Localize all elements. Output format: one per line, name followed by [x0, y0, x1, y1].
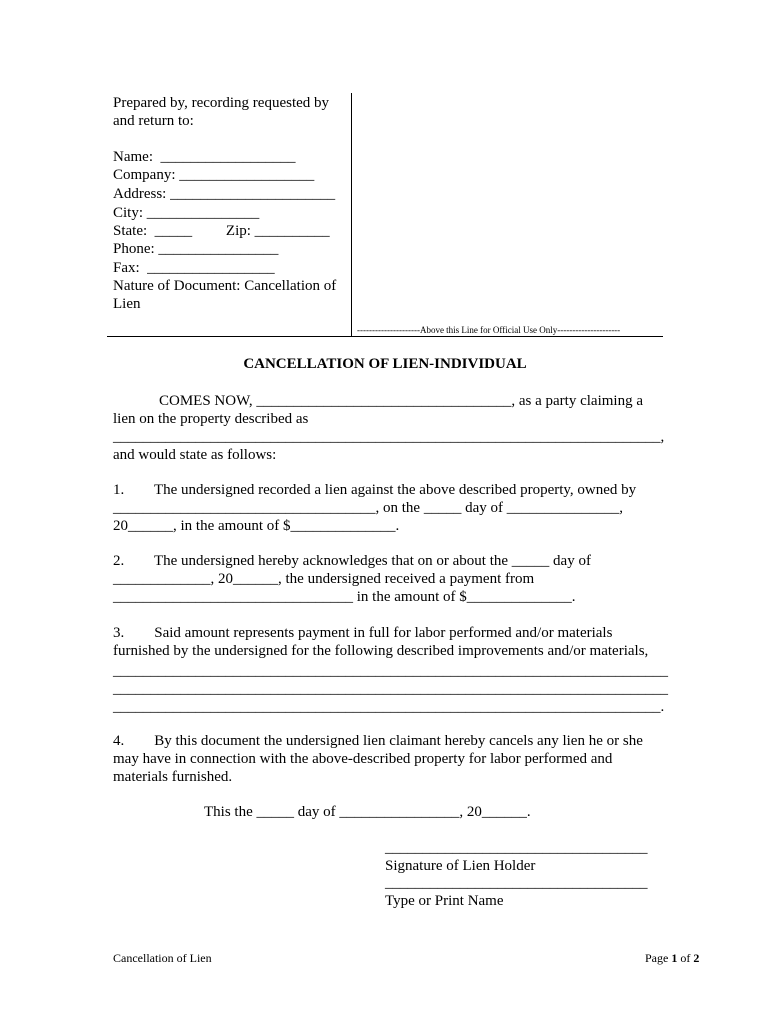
page-of: of	[677, 951, 694, 965]
paragraph-4-line-2: may have in connection with the above-described property for labor performed and	[113, 751, 613, 767]
comes-now-line: COMES NOW, __________________________________, as a party claiming a	[159, 393, 643, 409]
paragraph-3-blank-1: __________________________________________________________________________	[113, 663, 668, 679]
paragraph-4-line-3: materials furnished.	[113, 769, 233, 785]
footer-page-number	[645, 949, 699, 967]
property-described-line: lien on the property described as	[113, 411, 309, 427]
header-vertical-divider	[351, 93, 352, 337]
nature-of-document-line: Nature of Document: Cancellation of	[113, 278, 337, 294]
paragraph-1-line-1: 1. The undersigned recorded a lien against the above described property, owned by	[113, 482, 637, 498]
property-blank-line: _________________________________________________________________________,	[113, 429, 665, 445]
paragraph-2-line-1: 2. The undersigned hereby acknowledges that on or about the _____ day of	[113, 553, 591, 569]
header-horizontal-divider	[107, 336, 663, 337]
paragraph-2-line-2: _____________, 20______, the undersigned received a payment from	[113, 571, 535, 587]
page-current: 1	[671, 951, 678, 965]
name-label: Type or Print Name	[385, 893, 504, 909]
name-blank: ___________________________________	[385, 875, 648, 891]
paragraph-3-blank-3: _________________________________________________________________________.	[113, 699, 665, 715]
paragraph-1-line-2: ___________________________________, on the _____ day of _______________,	[113, 500, 623, 516]
paragraph-3-line-1: 3. Said amount represents payment in full for labor performed and/or materials	[113, 625, 613, 641]
state-as-follows-line: and would state as follows:	[113, 447, 277, 463]
phone-field: Phone: ________________	[113, 241, 279, 257]
signature-label: Signature of Lien Holder	[385, 858, 536, 874]
paragraph-4-line-1: 4. By this document the undersigned lien claimant hereby cancels any lien he or she	[113, 733, 643, 749]
paragraph-3-line-2: furnished by the undersigned for the following described improvements and/or materials,	[113, 643, 649, 659]
return-to-line: and return to:	[113, 113, 194, 129]
company-field: Company: __________________	[113, 167, 315, 183]
paragraph-2-line-3: ________________________________ in the amount of $______________.	[113, 589, 576, 605]
address-field: Address: ______________________	[113, 186, 336, 202]
date-line: This the _____ day of ________________, 20______.	[204, 804, 531, 820]
nature-of-document-line-2: Lien	[113, 296, 141, 312]
city-field: City: _______________	[113, 205, 260, 221]
document-title: CANCELLATION OF LIEN-INDIVIDUAL	[243, 356, 527, 372]
state-zip-field: State: _____ Zip: __________	[113, 223, 330, 239]
fax-field: Fax: _________________	[113, 260, 275, 276]
paragraph-1-line-3: 20______, in the amount of $______________.	[113, 518, 400, 534]
prepared-by-line: Prepared by, recording requested by	[113, 95, 330, 111]
page-total: 2	[693, 951, 700, 965]
signature-blank: ___________________________________	[385, 840, 648, 856]
page-prefix: Page	[645, 951, 672, 965]
paragraph-3-blank-2: __________________________________________________________________________	[113, 681, 668, 697]
official-use-notice: ---------------------Above this Line for Official Use Only---------------------	[357, 325, 621, 335]
footer-document-name: Cancellation of Lien	[113, 951, 212, 965]
name-field: Name: __________________	[113, 149, 296, 165]
